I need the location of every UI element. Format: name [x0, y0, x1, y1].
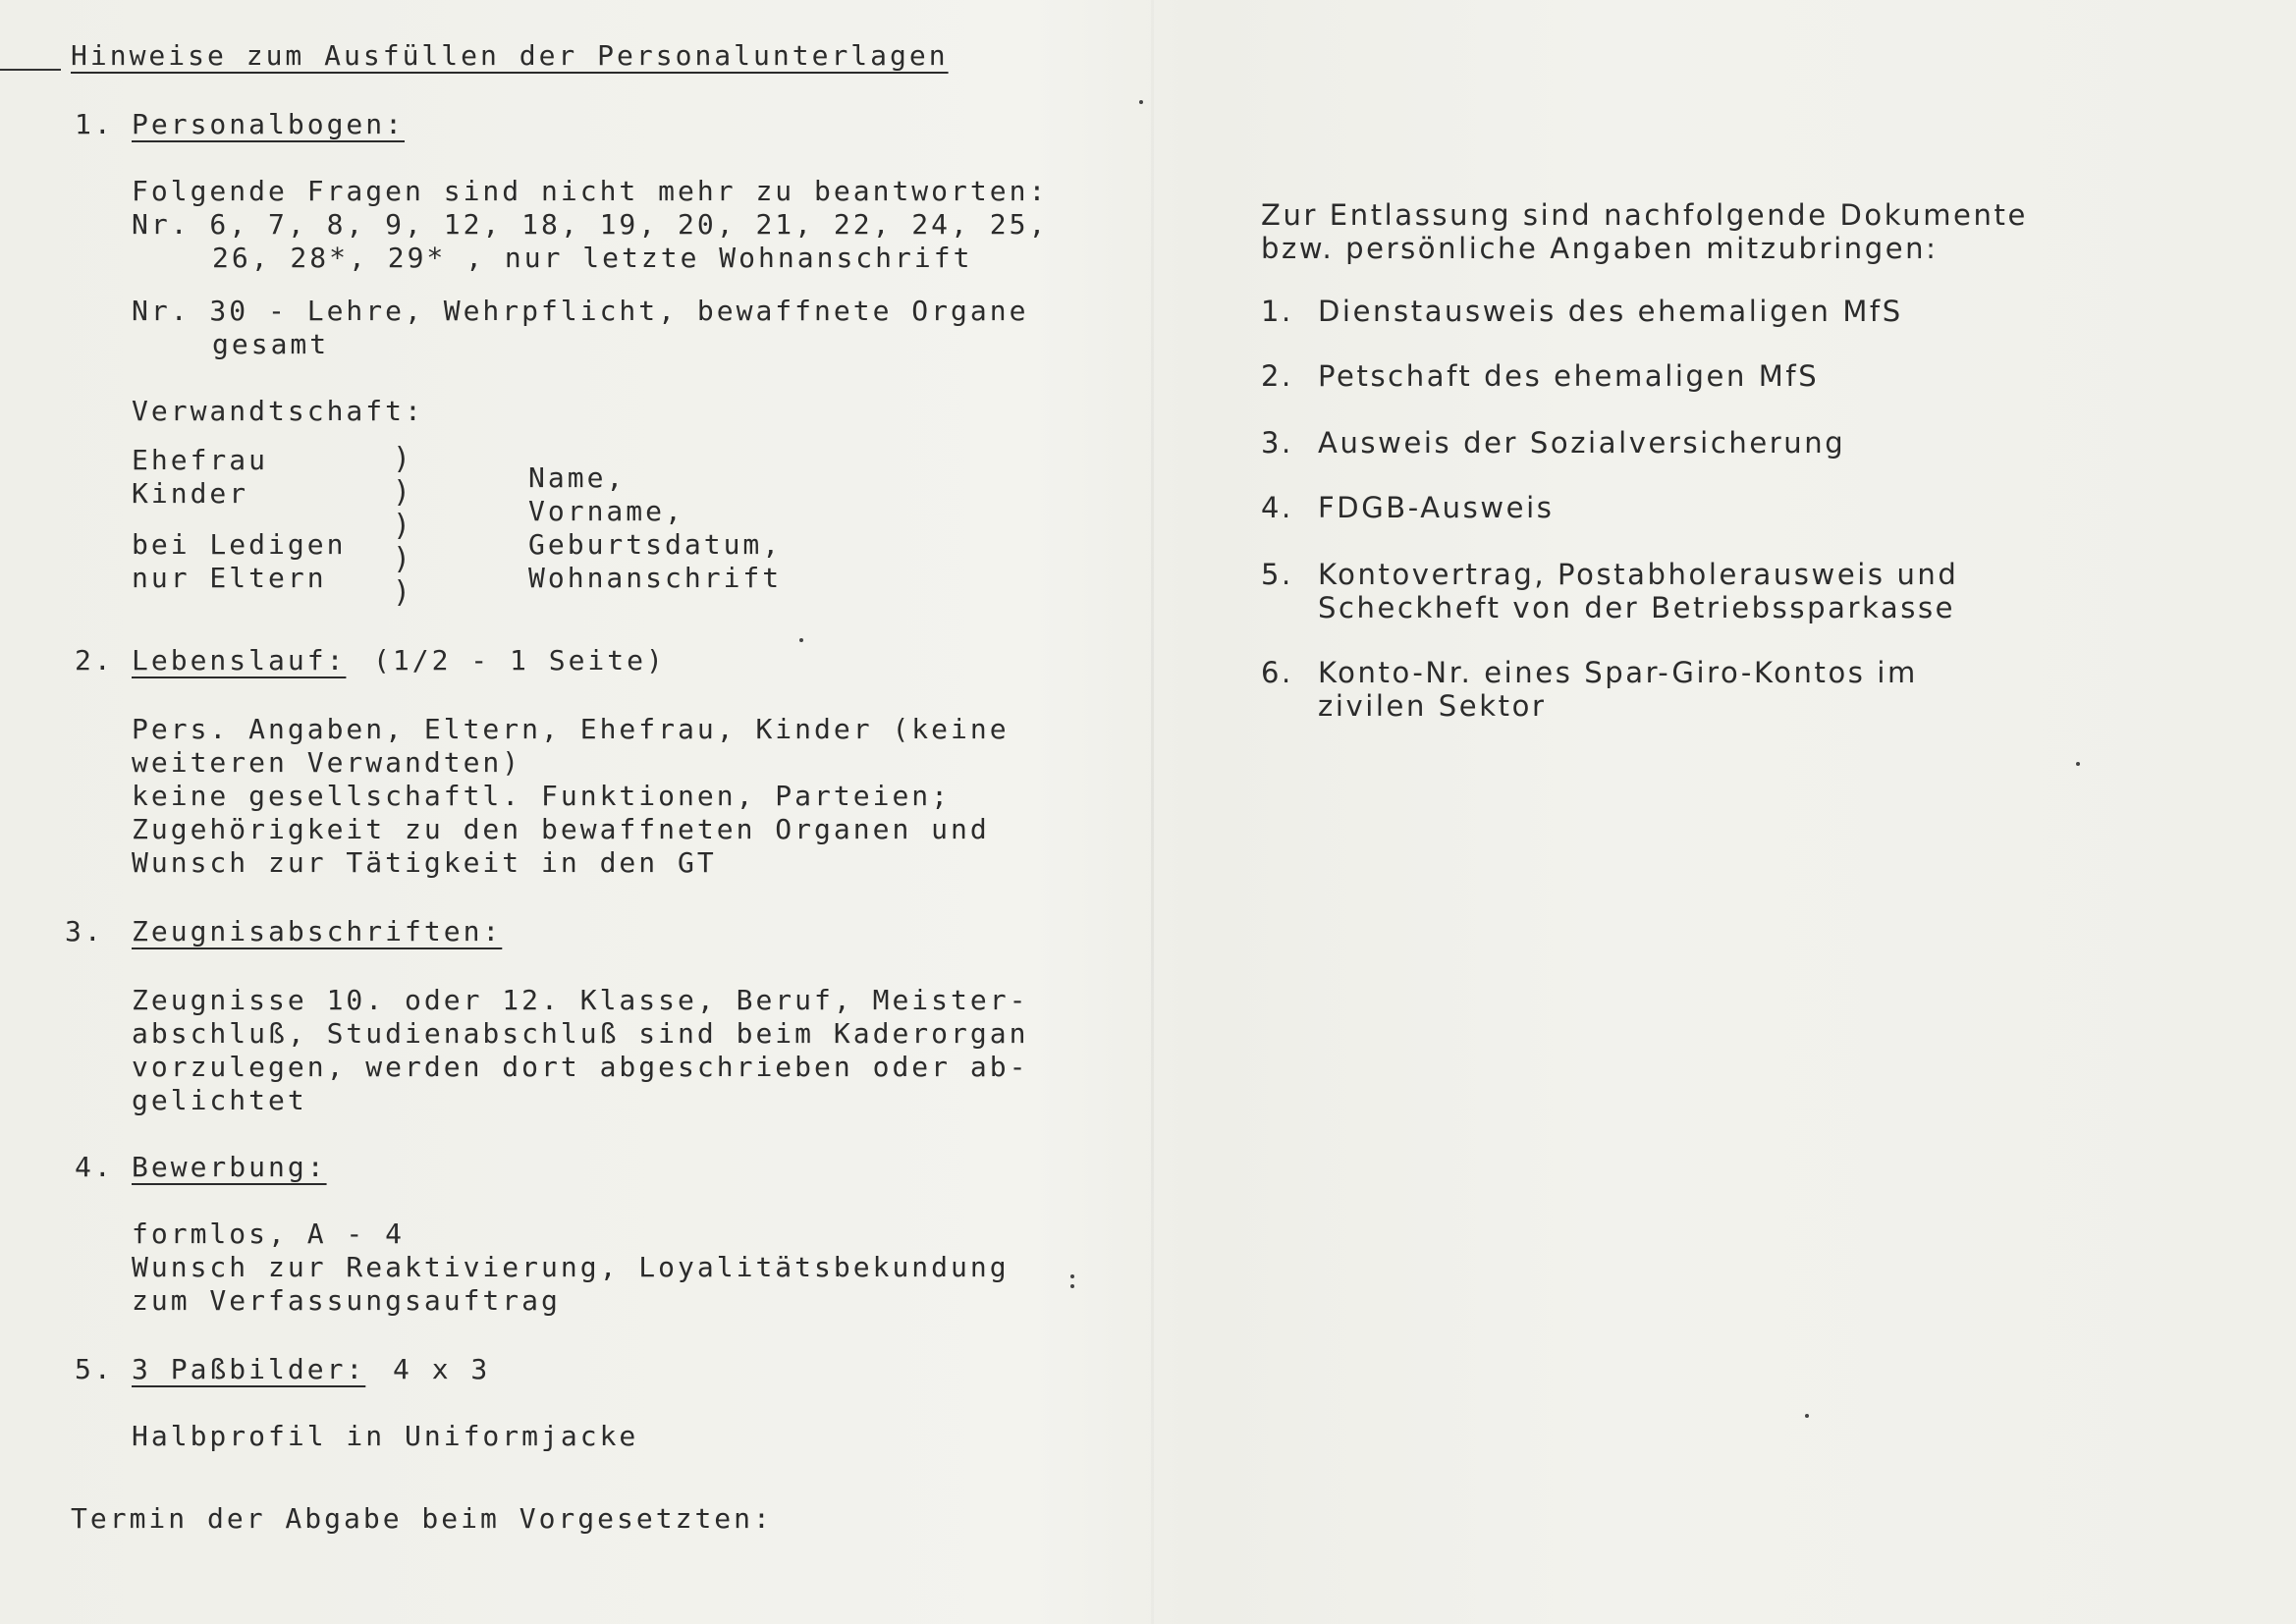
relative-item: bei Ledigen [132, 528, 347, 561]
section-4-line: Wunsch zur Reaktivierung, Loyalitätsbekundung [132, 1251, 1010, 1283]
section-1-line: Nr. 30 - Lehre, Wehrpflicht, bewaffnete Organe [132, 295, 1029, 327]
section-3-line: vorzulegen, werden dort abgeschrieben oder ab- [132, 1051, 1029, 1083]
section-2-number: 2. [75, 644, 114, 677]
section-3-line: Zeugnisse 10. oder 12. Klasse, Beruf, Meister- [132, 984, 1029, 1016]
section-1-line: 26, 28*, 29* , nur letzte Wohnanschrift [212, 242, 973, 274]
section-1-line: gesamt [212, 328, 330, 360]
right-item-text: Scheckheft von der Betriebssparkasse [1318, 591, 1956, 624]
field-item: Geburtsdatum, [528, 528, 783, 561]
relation-heading: Verwandtschaft: [132, 395, 424, 427]
right-item-text: FDGB-Ausweis [1318, 491, 1555, 524]
right-item-number: 5. [1261, 558, 1293, 591]
paren-mark: ) [393, 575, 414, 610]
submission-deadline-label: Termin der Abgabe beim Vorgesetzten: [71, 1502, 773, 1535]
right-item-number: 1. [1261, 295, 1293, 328]
right-item-text: Ausweis der Sozialversicherung [1318, 426, 1846, 460]
right-item-text: Kontovertrag, Postabholerausweis und [1318, 558, 1959, 591]
field-item: Wohnanschrift [528, 562, 783, 594]
title-left-rule [0, 69, 61, 71]
paper-fold [1151, 0, 1154, 1624]
scan-speck [1070, 1284, 1074, 1288]
paren-mark: ) [393, 542, 414, 576]
paren-mark: ) [393, 509, 414, 543]
section-3-heading: Zeugnisabschriften: [132, 915, 503, 947]
section-2-line: Zugehörigkeit zu den bewaffneten Organen und [132, 813, 990, 845]
section-1-heading: Personalbogen: [132, 108, 406, 140]
relative-item: nur Eltern [132, 562, 327, 594]
section-4-heading: Bewerbung: [132, 1151, 327, 1183]
paren-mark: ) [393, 442, 414, 476]
section-2-line: keine gesellschaftl. Funktionen, Parteien; [132, 780, 952, 812]
scan-speck [1139, 100, 1143, 104]
scan-speck [1805, 1414, 1809, 1418]
section-5-note: 4 x 3 [393, 1353, 491, 1385]
section-2-line: Wunsch zur Tätigkeit in den GT [132, 846, 717, 879]
right-intro-line: bzw. persönliche Angaben mitzubringen: [1261, 232, 1939, 265]
scan-speck [1070, 1274, 1074, 1278]
section-5-line: Halbprofil in Uniformjacke [132, 1420, 639, 1452]
section-5-number: 5. [75, 1353, 114, 1385]
relative-item: Ehefrau [132, 444, 269, 476]
right-item-text: zivilen Sektor [1318, 689, 1547, 723]
field-item: Name, [528, 461, 627, 494]
section-1-number: 1. [75, 108, 114, 140]
paren-mark: ) [393, 475, 414, 510]
section-1-line: Nr. 6, 7, 8, 9, 12, 18, 19, 20, 21, 22, 24, 25, [132, 208, 1049, 241]
right-item-text: Dienstausweis des ehemaligen MfS [1318, 295, 1903, 328]
right-item-number: 4. [1261, 491, 1293, 524]
right-intro-line: Zur Entlassung sind nachfolgende Dokumente [1261, 198, 2028, 232]
section-5-heading: 3 Paßbilder: [132, 1353, 366, 1385]
right-item-number: 3. [1261, 426, 1293, 460]
section-4-line: formlos, A - 4 [132, 1218, 406, 1250]
field-item: Vorname, [528, 495, 684, 527]
right-item-text: Petschaft des ehemaligen MfS [1318, 359, 1820, 393]
section-1-line: Folgende Fragen sind nicht mehr zu beantworten: [132, 175, 1049, 207]
right-item-text: Konto-Nr. eines Spar-Giro-Kontos im [1318, 656, 1918, 689]
scan-speck [799, 638, 803, 642]
section-2-heading: Lebenslauf: [132, 644, 347, 677]
scan-speck [2076, 762, 2080, 766]
section-2-line: weiteren Verwandten) [132, 746, 522, 779]
section-4-line: zum Verfassungsauftrag [132, 1284, 561, 1317]
section-3-number: 3. [65, 915, 104, 947]
relative-item: Kinder [132, 477, 249, 510]
right-item-number: 6. [1261, 656, 1293, 689]
section-2-note: (1/2 - 1 Seite) [373, 644, 666, 677]
section-4-number: 4. [75, 1151, 114, 1183]
section-2-line: Pers. Angaben, Eltern, Ehefrau, Kinder (keine [132, 713, 1010, 745]
right-item-number: 2. [1261, 359, 1293, 393]
page-title: Hinweise zum Ausfüllen der Personalunterlagen [71, 39, 949, 72]
section-3-line: gelichtet [132, 1084, 307, 1116]
section-3-line: abschluß, Studienabschluß sind beim Kaderorgan [132, 1017, 1029, 1050]
